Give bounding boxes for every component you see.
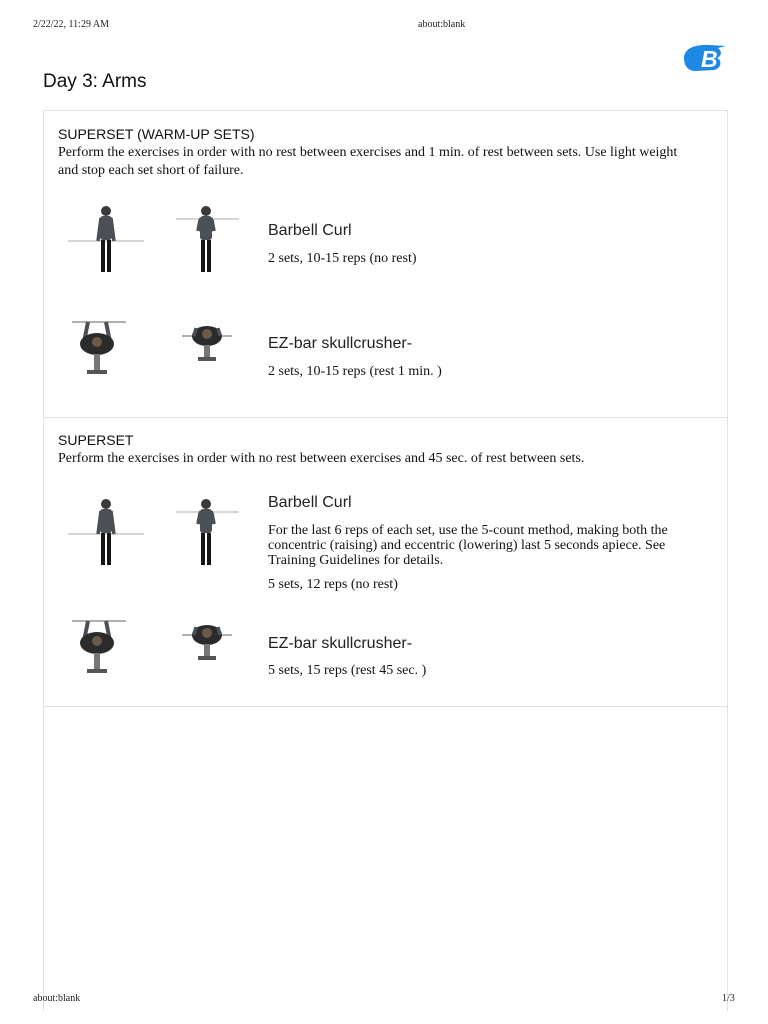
- exercise-item: [44, 615, 727, 695]
- exercise-name[interactable]: Barbell Curl: [268, 222, 352, 239]
- exercise-name[interactable]: Barbell Curl: [268, 494, 352, 511]
- skullcrusher-end-image: [174, 316, 254, 396]
- exercise-item: [44, 316, 727, 396]
- print-header-datetime: 2/22/22, 11:29 AM: [33, 19, 110, 30]
- section-title: SUPERSET (WARM-UP SETS): [58, 126, 255, 142]
- exercise-note: For the last 6 reps of each set, use the 5-count method, making both the concentric (raising) and eccentric (lowering) last 5 seconds apiece. See Training Guidelines for details.: [268, 523, 668, 568]
- exercise-name[interactable]: EZ-bar skullcrusher-: [268, 335, 413, 352]
- section-title: SUPERSET: [58, 432, 134, 448]
- print-footer-page: 1/3: [722, 993, 735, 1004]
- workout-sheet: [43, 110, 728, 1011]
- section-description: Perform the exercises in order with no rest between exercises and 45 sec. of rest between sets.: [58, 451, 585, 466]
- exercise-sets: 2 sets, 10-15 reps (no rest): [268, 251, 417, 266]
- skullcrusher-start-image: [66, 615, 146, 695]
- page-title: Day 3: Arms: [43, 71, 147, 92]
- logo-letter: B: [701, 46, 718, 72]
- exercise-sets: 5 sets, 12 reps (no rest): [268, 577, 398, 592]
- barbell-curl-end-image: [174, 496, 254, 576]
- skullcrusher-start-image: [66, 316, 146, 396]
- barbell-curl-start-image: [66, 496, 146, 576]
- section-description: Perform the exercises in order with no rest between exercises and 1 min. of rest between sets. Use light weight and stop each set short of failure.: [58, 145, 678, 178]
- print-footer-url: about:blank: [33, 993, 81, 1004]
- barbell-curl-end-image: [174, 203, 254, 283]
- bodybuilding-b-logo-icon[interactable]: [680, 42, 728, 74]
- barbell-curl-start-image: [66, 203, 146, 283]
- exercise-item: [44, 203, 727, 283]
- superset-section: [44, 418, 727, 707]
- exercise-sets: 2 sets, 10-15 reps (rest 1 min. ): [268, 364, 442, 379]
- superset-warmup-section: [44, 111, 727, 418]
- exercise-item: [44, 486, 727, 606]
- exercise-name[interactable]: EZ-bar skullcrusher-: [268, 635, 413, 652]
- exercise-sets: 5 sets, 15 reps (rest 45 sec. ): [268, 663, 427, 678]
- skullcrusher-end-image: [174, 615, 254, 695]
- print-header-url: about:blank: [418, 19, 466, 30]
